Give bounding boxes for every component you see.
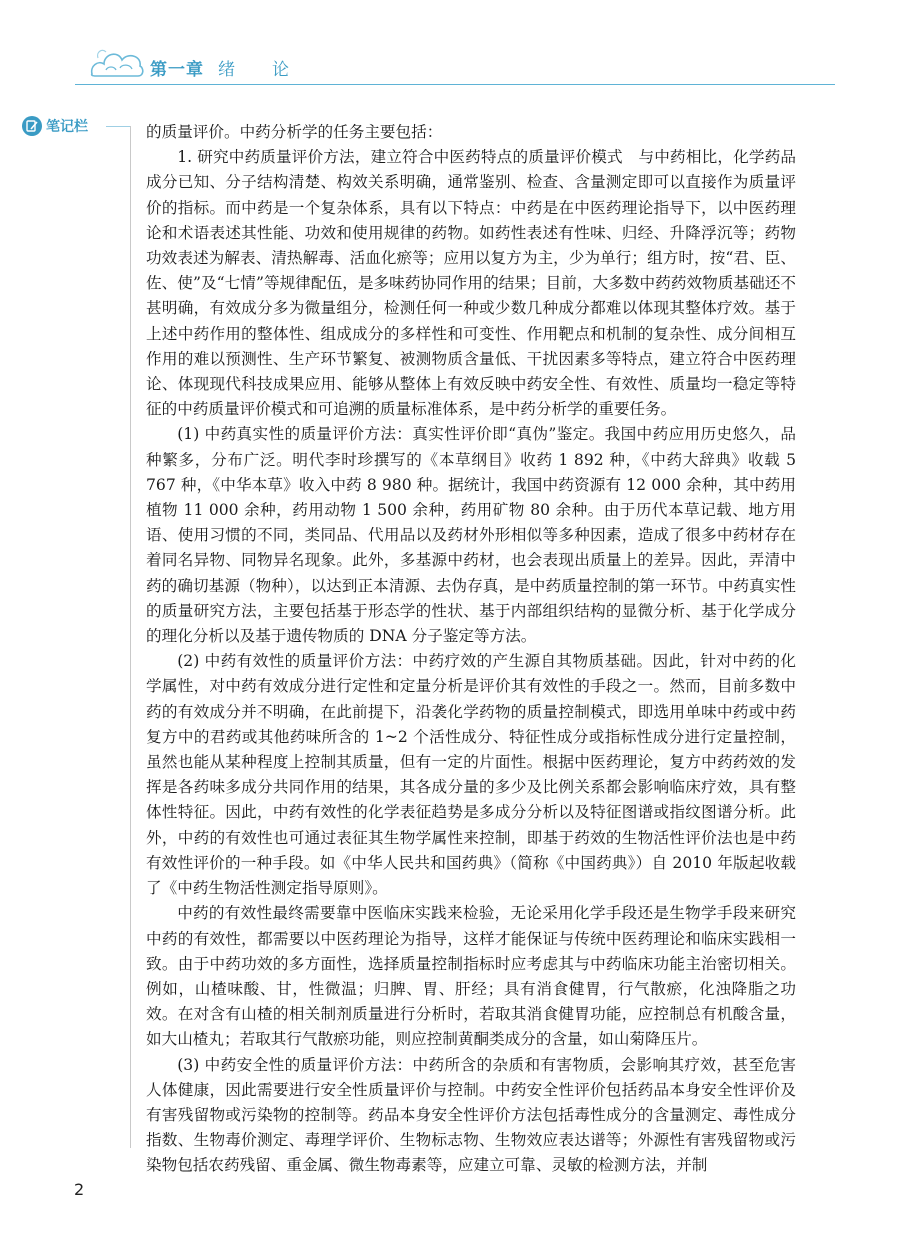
- paragraph: 中药的有效性最终需要靠中医临床实践来检验，无论采用化学手段还是生物学手段来研究中药的有效性，都需要以中医药理论为指导，这样才能保证与传统中医药理论和临床实践相一致。由于中药功效的多方面性，选择质量控制指标时应考虑其与中药临床功能主治密切相关。例如，山楂味酸、甘，性微温；归脾、胃、肝经；具有消食健胃，行气散瘀，化浊降脂之功效。在对含有山楂的相关制剂质量进行分析时，若取其消食健胃功能，应控制总有机酸含量，如大山楂丸；若取其行气散瘀功能，则应控制黄酮类成分的含量，如山菊降压片。: [146, 904, 796, 1049]
- paragraph: (3) 中药安全性的质量评价方法：中药所含的杂质和有害物质，会影响其疗效，甚至危害人体健康，因此需要进行安全性质量评价与控制。中药安全性评价包括药品本身安全性评价及有害残留物或污染物的控制等。药品本身安全性评价方法包括毒性成分的含量测定、毒性成分指数、生物毒价测定、毒理学评价、生物标志物、生物效应表达谱等；外源性有害残留物或污染物包括农药残留、重金属、微生物毒素等，应建立可靠、灵敏的检测方法，并制: [146, 1055, 796, 1175]
- notes-column-divider: [130, 126, 131, 1148]
- paragraph: (1) 中药真实性的质量评价方法：真实性评价即“真伪”鉴定。我国中药应用历史悠久，品种繁多，分布广泛。明代李时珍撰写的《本草纲目》收药 1 892 种，《中药大辞典》收载 5 767 种，《中华本草》收入中药 8 980 种。据统计，我国中药资源有 12 000 余种，其中药用植物 11 000 余种，药用动物 1 500 余种，药用矿物 80 余种。由于历代本草记载、地方用语、使用习惯的不同，类同品、代用品以及药材外形相似等多种因素，造成了很多中药材存在着同名异物、同物异名现象。此外，多基源中药材，也会表现出质量上的差异。因此，弄清中药的确切基源（物种），以达到正本清源、去伪存真，是中药质量控制的第一环节。中药真实性的质量研究方法，主要包括基于形态学的性状、基于内部组织结构的显微分析、基于化学成分的理化分析以及基于遗传物质的 DNA 分子鉴定等方法。: [146, 425, 796, 646]
- chapter-title: 绪 论: [218, 60, 299, 80]
- body-text: [146, 120, 796, 1179]
- notes-badge: [22, 116, 88, 136]
- notes-label: 笔记栏: [46, 119, 88, 135]
- header-divider: [75, 84, 835, 85]
- notes-pen-icon: [22, 116, 42, 136]
- paragraph: (2) 中药有效性的质量评价方法：中药疗效的产生源自其物质基础。因此，针对中药的化学属性，对中药有效成分进行定性和定量分析是评价其有效性的手段之一。然而，目前多数中药的有效成分并不明确，在此前提下，沿袭化学药物的质量控制模式，即选用单味中药或中药复方中的君药或其他药味所含的 1~2 个活性成分、特征性成分或指标性成分进行定量控制，虽然也能从某种程度上控制其质量，但有一定的片面性。根据中医药理论，复方中药药效的发挥是各药味多成分共同作用的结果，其各成分量的多少及比例关系都会影响临床疗效，具有整体性特征。因此，中药有效性的化学表征趋势是多成分分析以及特征图谱或指纹图谱分析。此外，中药的有效性也可通过表征其生物学属性来控制，即基于药效的生物活性评价法也是中药有效性评价的一种手段。如《中华人民共和国药典》（简称《中国药典》）自 2010 年版起收载了《中药生物活性测定指导原则》。: [146, 652, 796, 898]
- page-number: 2: [74, 1180, 85, 1199]
- chapter-heading: [150, 55, 299, 80]
- paragraph: 的质量评价。中药分析学的任务主要包括：: [146, 123, 443, 141]
- chapter-number: 第一章: [150, 60, 204, 80]
- paragraph: 1. 研究中药质量评价方法，建立符合中医药特点的质量评价模式 与中药相比，化学药品成分已知、分子结构清楚、构效关系明确，通常鉴别、检查、含量测定即可以直接作为质量评价的指标。而中药是一个复杂体系，具有以下特点：中药是在中医药理论指导下，以中医药理论和术语表述其性能、功效和使用规律的药物。如药性表述有性味、归经、升降浮沉等；药物功效表述为解表、清热解毒、活血化瘀等；应用以复方为主，少为单行；组方时，按“君、臣、佐、使”及“七情”等规律配伍，是多味药协同作用的结果；目前，大多数中药药效物质基础还不甚明确，有效成分多为微量组分，检测任何一种或少数几种成分都难以体现其整体疗效。基于上述中药作用的整体性、组成成分的多样性和可变性、作用靶点和机制的复杂性、成分间相互作用的难以预测性、生产环节繁复、被测物质含量低、干扰因素多等特点，建立符合中医药理论、体现现代科技成果应用、能够从整体上有效反映中药安全性、有效性、质量均一稳定等特征的中药质量评价模式和可追溯的质量标准体系，是中药分析学的重要任务。: [146, 148, 796, 419]
- cloud-ornament-icon: [88, 44, 146, 80]
- notes-rule-top: [106, 126, 130, 127]
